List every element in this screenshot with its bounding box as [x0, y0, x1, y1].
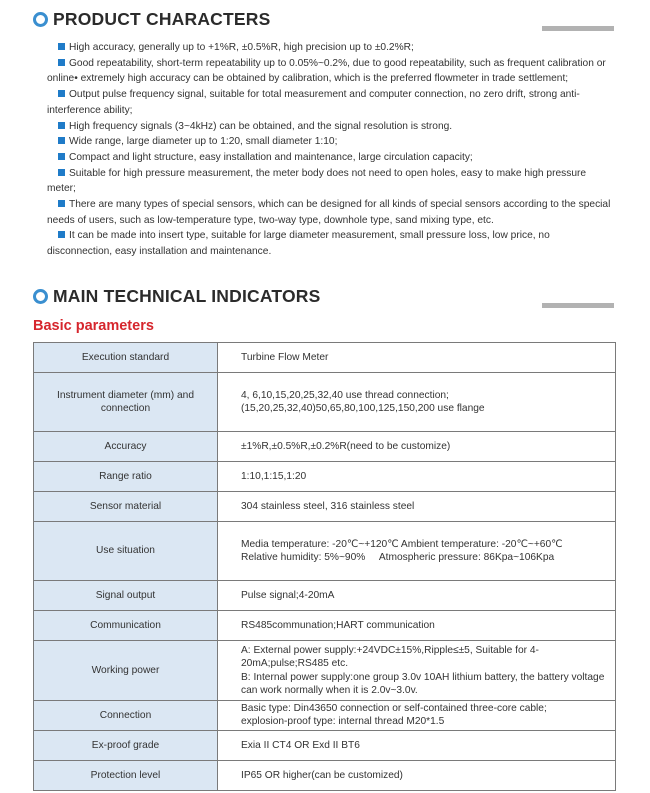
param-label: Communication: [34, 611, 218, 641]
square-bullet-icon: [58, 200, 65, 207]
feature-item: It can be made into insert type, suitable for large diameter measurement, small pressure loss, low price, no disconnection, easy installation and maintenance.: [47, 230, 550, 258]
param-label: Signal output: [34, 581, 218, 611]
param-label: Ex-proof grade: [34, 731, 218, 761]
feature-item: Compact and light structure, easy installation and maintenance, large circulation capacity;: [47, 150, 616, 166]
square-bullet-icon: [58, 231, 65, 238]
table-row: [34, 373, 616, 432]
feature-item: Output pulse frequency signal, suitable for total measurement and computer connection, no zero drift, strong anti-interference ability;: [47, 89, 580, 116]
param-label: Sensor material: [34, 492, 218, 522]
table-row: [34, 522, 616, 581]
param-label: Protection level: [34, 761, 218, 791]
param-label: Execution standard: [34, 343, 218, 373]
param-value: 1:10,1:15,1:20: [218, 462, 616, 492]
section-title: MAIN TECHNICAL INDICATORS: [53, 286, 321, 306]
section-header-product-characters: [33, 9, 618, 31]
param-label: Use situation: [34, 522, 218, 581]
circle-bullet-icon: [33, 12, 48, 27]
header-decor-bar: [542, 26, 614, 31]
param-value: RS485communation;HART communication: [218, 611, 616, 641]
param-label: Instrument diameter (mm) and connection: [34, 373, 218, 432]
param-value: Media temperature: -20℃~+120℃ Ambient temperature: -20℃~+60℃ Relative humidity: 5%~90% Atmospheric pressure: 86Kpa~106Kpa: [218, 522, 616, 581]
circle-bullet-icon: [33, 289, 48, 304]
table-row: [34, 731, 616, 761]
feature-item: Good repeatability, short-term repeatability up to 0.05%~0.2%, due to good repeatability, such as frequent calibration or online• extremely high accuracy can be obtained by calibration, which is the preferred flowmeter in trade settlement;: [47, 57, 606, 85]
feature-item: High frequency signals (3~4kHz) can be obtained, and the signal resolution is strong.: [47, 119, 616, 135]
table-row: [34, 641, 616, 701]
feature-item: High accuracy, generally up to +1%R, ±0.5%R, high precision up to ±0.2%R;: [47, 40, 616, 56]
param-value: Turbine Flow Meter: [218, 343, 616, 373]
square-bullet-icon: [58, 90, 65, 97]
table-row: [34, 432, 616, 462]
table-row: [34, 581, 616, 611]
feature-item: There are many types of special sensors, which can be designed for all kinds of special sensors according to the special needs of users, such as low-temperature type, two-way type, downhole type, sand mixing type, etc.: [47, 199, 611, 226]
param-value: A: External power supply:+24VDC±15%,Ripple≤±5, Suitable for 4-20mA;pulse;RS485 etc. B: Internal power supply:one group 3.0v 10AH lithium battery, the battery voltage can work normally when it is 2.0v~3.0v.: [218, 641, 616, 701]
param-value: 4, 6,10,15,20,25,32,40 use thread connection; (15,20,25,32,40)50,65,80,100,125,150,200 use flange: [218, 373, 616, 432]
table-row: [34, 761, 616, 791]
table-row: [34, 492, 616, 522]
header-decor-bar: [542, 303, 614, 308]
feature-item: Suitable for high pressure measurement, the meter body does not need to open holes, easy to make high pressure meter;: [47, 167, 587, 195]
square-bullet-icon: [58, 43, 65, 50]
section-header-main-technical-indicators: [33, 286, 618, 308]
basic-parameters-heading: Basic parameters: [33, 318, 154, 334]
square-bullet-icon: [58, 122, 65, 129]
square-bullet-icon: [58, 153, 65, 160]
param-value: Basic type: Din43650 connection or self-contained three-core cable; explosion-proof type: internal thread M20*1.5: [218, 701, 616, 731]
param-value: 304 stainless steel, 316 stainless steel: [218, 492, 616, 522]
param-value: Exia II CT4 OR Exd II BT6: [218, 731, 616, 761]
square-bullet-icon: [58, 169, 65, 176]
square-bullet-icon: [58, 59, 65, 66]
table-row: [34, 462, 616, 492]
table-row: [34, 343, 616, 373]
table-row: [34, 611, 616, 641]
param-label: Connection: [34, 701, 218, 731]
square-bullet-icon: [58, 137, 65, 144]
param-label: Accuracy: [34, 432, 218, 462]
feature-item: Wide range, large diameter up to 1:20, small diameter 1:10;: [47, 134, 616, 150]
table-row: [34, 701, 616, 731]
basic-parameters-table: [33, 342, 616, 791]
section-title: PRODUCT CHARACTERS: [53, 9, 271, 29]
param-label: Range ratio: [34, 462, 218, 492]
param-label: Working power: [34, 641, 218, 701]
feature-list: [47, 40, 616, 260]
param-value: Pulse signal;4-20mA: [218, 581, 616, 611]
param-value: IP65 OR higher(can be customized): [218, 761, 616, 791]
param-value: ±1%R,±0.5%R,±0.2%R(need to be customize): [218, 432, 616, 462]
